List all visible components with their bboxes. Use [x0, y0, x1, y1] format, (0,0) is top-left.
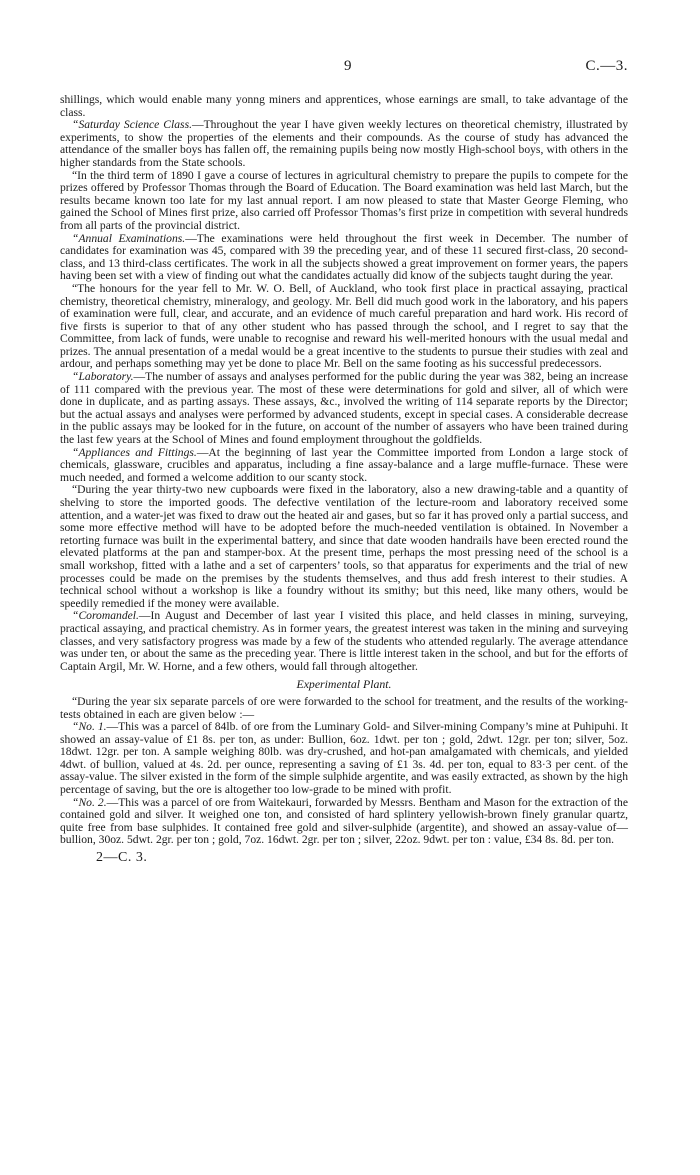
paragraph-text: —At the beginning of last year the Committee imported from London a large stock of chemicals, glassware, crucibles and apparatus, including a fine assay-balance and a large muffle-furnace. These were much needed, and formed a welcome addition to our scanty stock.	[60, 445, 628, 484]
paragraph-lead: “No. 1.	[72, 720, 107, 734]
paragraph-lead: “Saturday Science Class.	[72, 118, 192, 132]
paragraph	[60, 447, 628, 485]
paragraph-lead: “Coromandel.	[72, 609, 139, 623]
paragraph-text: —The number of assays and analyses performed for the public during the year was 382, being an increase of 111 compared with the previous year. The most of these were determinations for gold and silver, all of which were done in duplicate, and as parting assays. These assays, &c., involved the writing of 114 separate reports by the Director; but the actual assays and analyses were performed by advanced students, except in special cases. A considerable decrease in the public assays may be looked for in the future, on account of the number of assayers who have been trained during the last few years at the School of Mines and found employment throughout the goldfields.	[60, 370, 628, 447]
experimental-plant-section	[60, 696, 628, 847]
document-page	[60, 58, 628, 866]
paragraph	[60, 119, 628, 169]
page-header	[60, 58, 628, 82]
paragraph	[60, 170, 628, 233]
paragraph	[60, 94, 628, 119]
section-heading: Experimental Plant.	[296, 677, 392, 692]
paragraph	[60, 721, 628, 797]
paragraph-text: —This was a parcel of ore from Waitekauri, forwarded by Messrs. Bentham and Mason for the extraction of the contained gold and silver. It weighed one ton, and consisted of hard splintery yellowish-brown finely granular quartz, quite free from base sulphides. It contained free gold and silver-sulphide (argentite), and showed an assay-value of—bullion, 30oz. 5dwt. 2gr. per ton ; gold, 7oz. 16dwt. 2gr. per ton ; silver, 22oz. 9dwt. per ton : value, £34 8s. 8d. per ton.	[60, 795, 628, 847]
paragraph-text: —In August and December of last year I visited this place, and held classes in mining, surveying, practical assaying, and practical chemistry. As in former years, the greatest interest was taken in the mining and surveying classes, and very satisfactory progress was made by a few of the students who attended regularly. The average attendance was under ten, or about the same as the preceding year. There is little interest taken in the school, and but for the efforts of Captain Argil, Mr. W. Horne, and a few others, would fall through altogether.	[60, 609, 628, 673]
paragraph-text: “During the year thirty-two new cupboards were fixed in the laboratory, also a new drawing-table and a quantity of shelving to store the imported goods. The defective ventilation of the lecture-room and laboratory received some attention, and a water-jet was fixed to draw out the heated air and gases, but so far it has proved only a partial success, and some more effective method will have to be adopted before the much-needed ventilation is obtained. In November a retorting furnace was built in the experimental battery, and since that date wooden handrails have been erected round the elevated platforms at the pan and stamper-box. At the present time, perhaps the most pressing need of the school is a small workshop, fitted with a lathe and a set of carpenters’ tools, so that apparatus for experiments and the trial of new processes could be made on the premises by the students themselves, and thus add fresh interest to their studies. A technical school without a workshop is like a foundry without its smithy; but this need, like many others, would be speedily remedied if the money were available.	[60, 483, 628, 610]
signature-mark: 2—C. 3.	[96, 850, 148, 866]
paragraph	[60, 610, 628, 673]
paragraph-text: —This was a parcel of 84lb. of ore from the Luminary Gold- and Silver-mining Company’s mine at Puhipuhi. It showed an assay-value of £1 8s. per ton, as under: Bullion, 6oz. 1dwt. per ton ; gold, 2dwt. 12gr. per ton; silver, 5oz. 18dwt. 12gr. per ton. A sample weighing 80lb. was dry-crushed, and hot-pan amalgamated with chemicals, and yielded 4dwt. of bullion, valued at 4s. 2d. per ounce, representing a saving of £1 3s. 4d. per ton, equal to 83·3 per cent. of the assay-value. The silver existed in the form of the simple sulphide argentite, and was easily extracted, as shown by the high percentage of saving, but the ore is altogether too low-grade to be mined with profit.	[60, 720, 628, 797]
page-number: 9	[344, 58, 352, 74]
report-section	[60, 94, 628, 673]
body-text	[60, 94, 628, 847]
paragraph	[60, 696, 628, 721]
paragraph	[60, 484, 628, 610]
document-reference: C.—3.	[585, 58, 628, 74]
paragraph	[60, 283, 628, 371]
paragraph-text: “During the year six separate parcels of ore were forwarded to the school for treatment, and the results of the working-tests obtained in each are given below :—	[60, 694, 628, 721]
paragraph	[60, 371, 628, 447]
paragraph-text: “The honours for the year fell to Mr. W. O. Bell, of Auckland, who took first place in practical assaying, practical chemistry, theoretical chemistry, mineralogy, and geology. Mr. Bell did much good work in the laboratory, and his papers of examination were full, clear, and accurate, and an evidence of much careful preparation and hard work. His record of five firsts is superior to that of any other student who has passed through the school, and I regret to say that the Committee, from lack of funds, were unable to recognise and reward his well-merited honours with the usual medal and prizes. The annual presentation of a medal would be a great incentive to the students to pursue their studies with zeal and ardour, and perhaps something may yet be done to place Mr. Bell on the same footing as his successful predecessors.	[60, 281, 628, 371]
paragraph-lead: “Annual Examinations.	[72, 231, 186, 245]
paragraph-lead: “No. 2.	[72, 795, 107, 809]
paragraph-text: shillings, which would enable many yonng miners and apprentices, whose earnings are small, to take advantage of the class.	[60, 93, 628, 119]
paragraph-text: —Throughout the year I have given weekly lectures on theoretical chemistry, illustrated by experiments, to show the properties of the elements and their compounds. As the course of study has advanced the attendance of the smaller boys has fallen off, the remaining pupils being now mostly High-school boys, with others in the higher standards from the State schools.	[60, 118, 628, 169]
paragraph-text: “In the third term of 1890 I gave a course of lectures in agricultural chemistry to prepare the pupils to compete for the prizes offered by Professor Thomas through the Board of Education. The Board examination was held last March, but the results became known too late for my last annual report. I am now pleased to state that Master George Fleming, who gained the School of Mines first prize, also carried off Professor Thomas’s first prize in competition with several hundreds from all parts of the provincial district.	[60, 168, 628, 232]
paragraph	[60, 797, 628, 847]
paragraph	[60, 233, 628, 283]
paragraph-text: —The examinations were held throughout the first week in December. The number of candidates for examination was 45, compared with 39 the preceding year, and of these 11 secured first-class, 20 second-class, and 13 third-class certificates. The work in all the subjects showed a great improvement on former years, the papers having been set with a view of finding out what the candidates actually did know of the subjects taught during the year.	[60, 231, 629, 283]
paragraph-lead: “Appliances and Fittings.	[72, 445, 197, 459]
paragraph-lead: “Laboratory.	[72, 370, 134, 384]
